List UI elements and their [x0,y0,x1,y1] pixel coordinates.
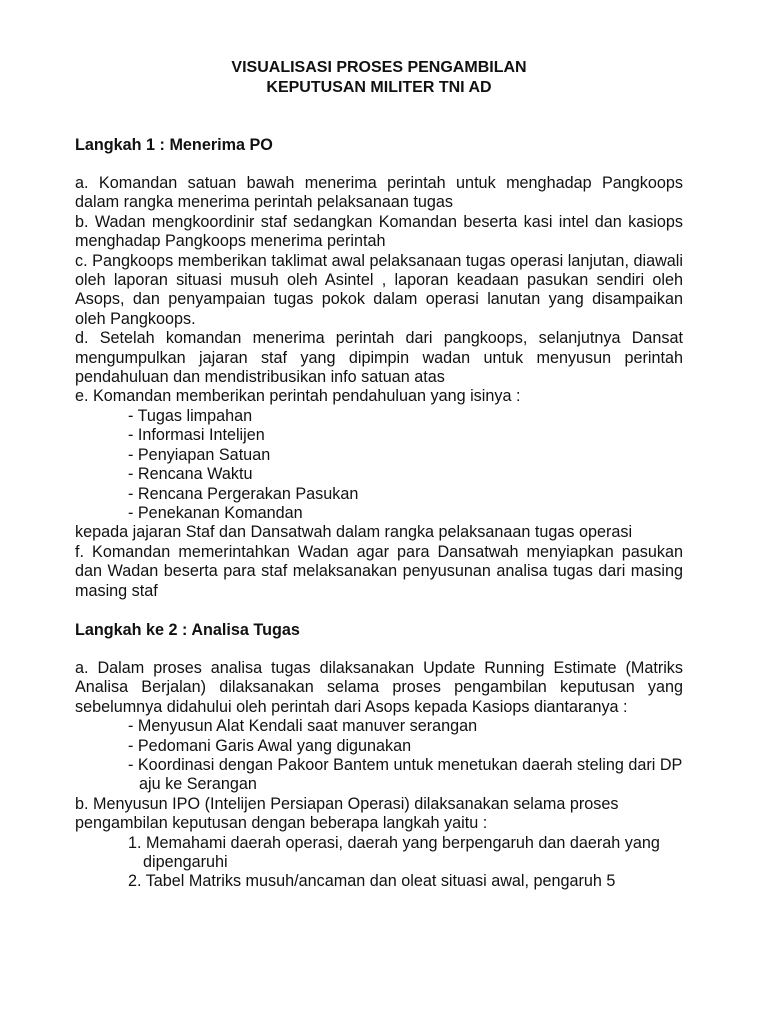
step-2-a-list [75,717,683,795]
title-line-1: VISUALISASI PROSES PENGAMBILAN [231,59,527,76]
step-1-paragraph-e-after: kepada jajaran Staf dan Dansatwah dalam rangka pelaksanaan tugas operasi [75,523,633,542]
step-1-paragraph-d: d. Setelah komandan menerima perintah dari pangkoops, selanjutnya Dansat mengumpulkan jajaran staf yang dipimpin wadan untuk menyusun perintah pendahuluan dan mendistribusikan info satuan atas [75,329,683,387]
step-1-heading: Langkah 1 : Menerima PO [75,136,273,154]
step-2-paragraph-a: a. Dalam proses analisa tugas dilaksanakan Update Running Estimate (Matriks Analisa Berjalan) dilaksanakan selama proses pengambilan keputusan yang sebelumnya didahului oleh perintah dari Asops kepada Kasiops diantaranya : [75,658,683,716]
step-1-paragraph-f: f. Komandan memerintahkan Wadan agar para Dansatwah menyiapkan pasukan dan Wadan beserta para staf melaksanakan penyusunan analisa tugas dari masing masing staf [75,542,683,600]
document-page [75,58,683,892]
step-2-paragraph-b: b. Menyusun IPO (Intelijen Persiapan Operasi) dilaksanakan selama proses pengambilan keputusan dengan beberapa langkah yaitu : [75,794,619,833]
document-title [75,58,683,98]
list-item: 1. Memahami daerah operasi, daerah yang berpengaruh dan daerah yang dipengaruhi [128,833,660,871]
list-item: - Penekanan Komandan [128,503,303,522]
list-item: - Menyusun Alat Kendali saat manuver serangan [128,717,478,736]
list-item: - Tugas limpahan [128,406,253,425]
step-1-paragraph-b: b. Wadan mengkoordinir staf sedangkan Komandan beserta kasi intel dan kasiops menghadap Pangkoops menerima perintah [75,212,683,251]
list-item: - Penyiapan Satuan [128,445,271,464]
step-2-heading: Langkah ke 2 : Analisa Tugas [75,620,300,639]
list-item: - Rencana Pergerakan Pasukan [128,484,359,503]
step-1-e-list [75,407,683,523]
list-item: - Rencana Waktu [128,465,253,484]
list-item: - Koordinasi dengan Pakoor Bantem untuk menetukan daerah steling dari DP aju ke Serangan [128,755,683,794]
step-2-b-list [75,834,683,892]
step-1-paragraph-c: c. Pangkoops memberikan taklimat awal pelaksanaan tugas operasi lanjutan, diawali oleh laporan situasi musuh oleh Asintel , laporan keadaan pasukan sendiri oleh Asops, dan penyampaian tugas pokok dalam operasi lanutan yang disampaikan oleh Pangkoops. [75,251,683,328]
title-line-2: KEPUTUSAN MILITER TNI AD [266,79,492,96]
list-item: - Pedomani Garis Awal yang digunakan [128,736,412,755]
list-item: - Informasi Intelijen [128,426,265,445]
step-1-paragraph-e: e. Komandan memberikan perintah pendahuluan yang isinya : [75,387,521,406]
step-1-paragraph-a: a. Komandan satuan bawah menerima perintah untuk menghadap Pangkoops dalam rangka menerima perintah pelaksanaan tugas [75,174,683,212]
list-item: 2. Tabel Matriks musuh/ancaman dan oleat situasi awal, pengaruh 5 [128,872,616,891]
